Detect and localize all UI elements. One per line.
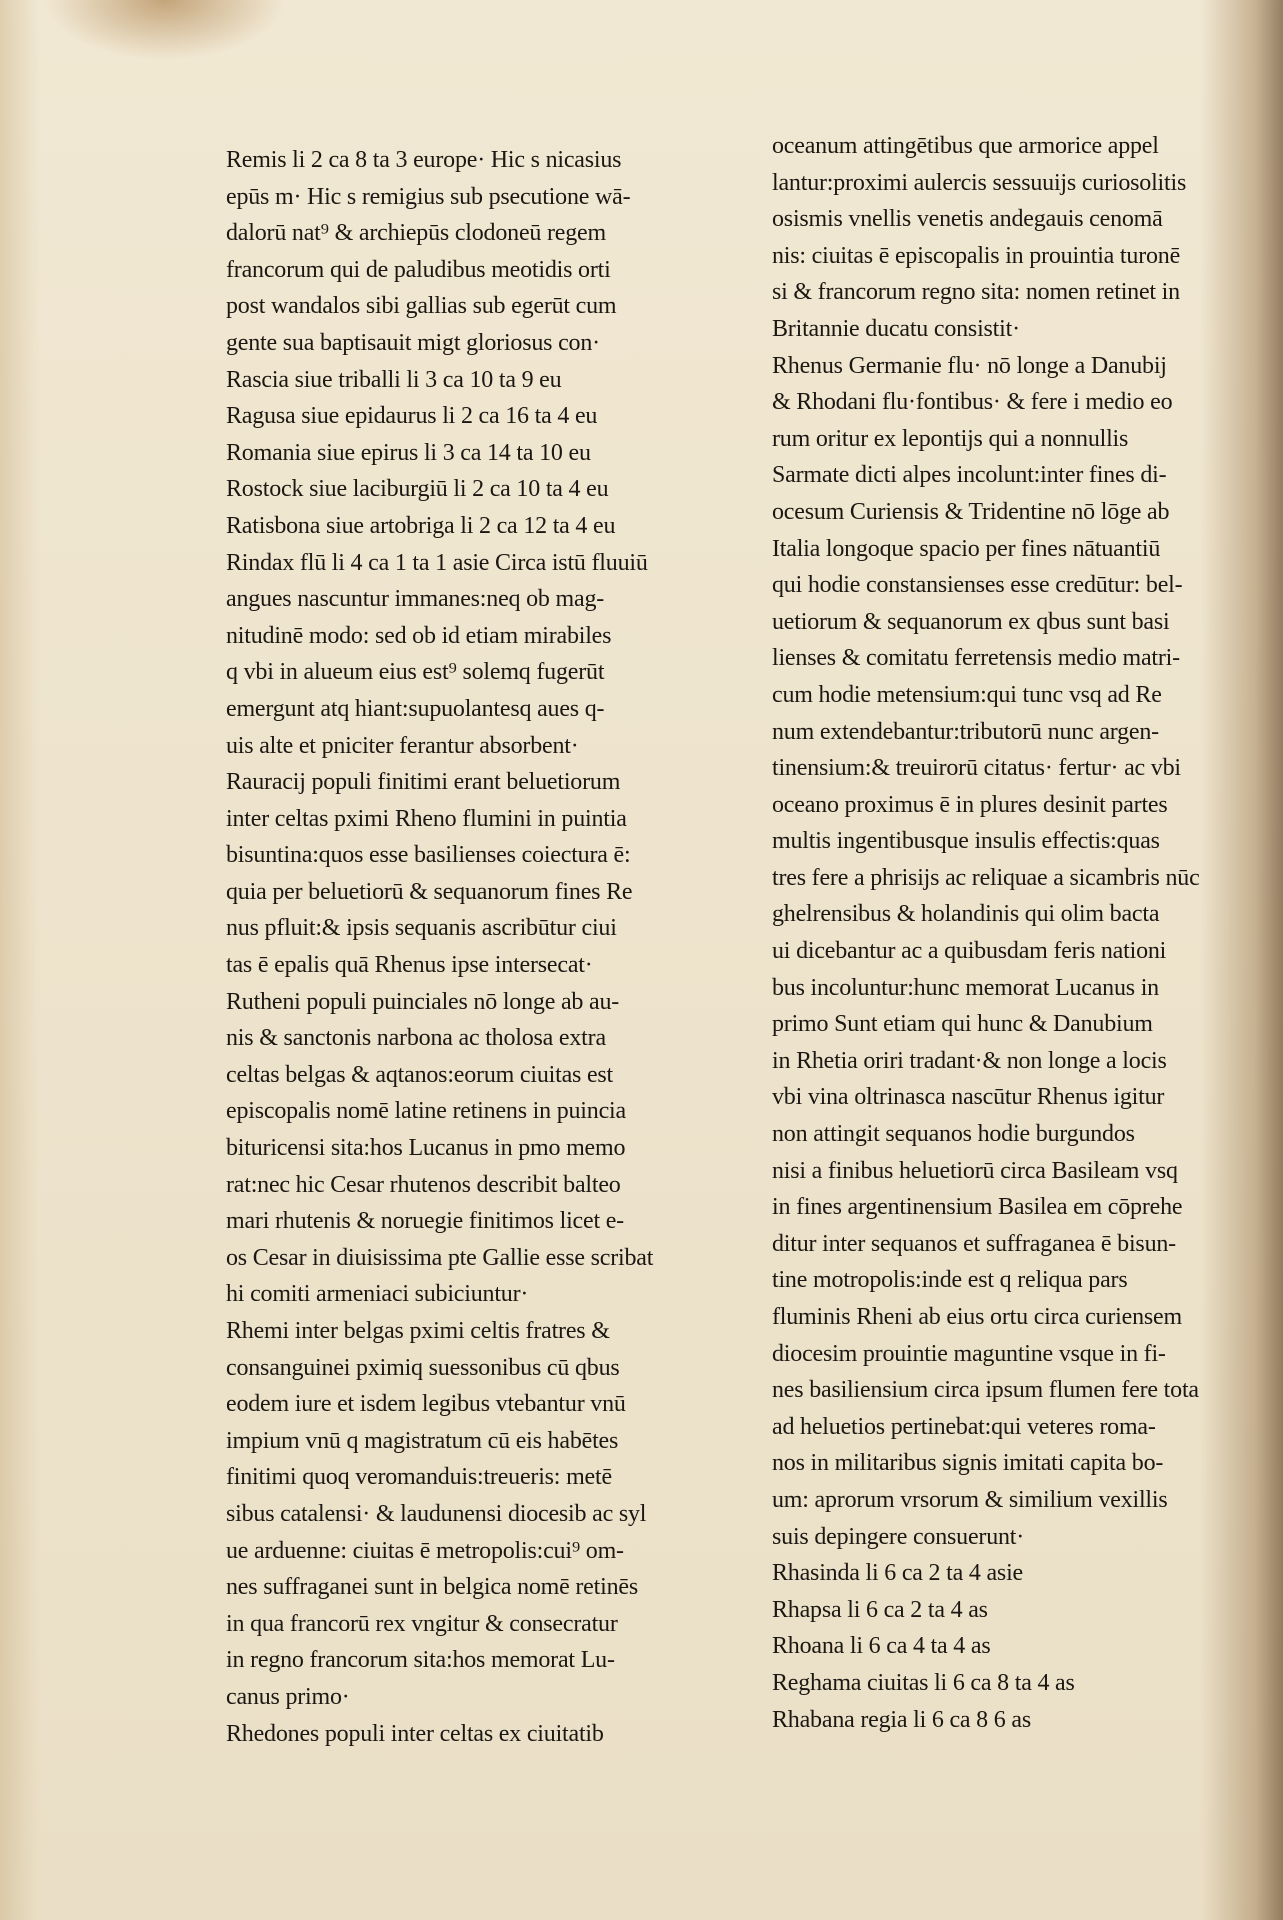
text-line: nis: ciuitas ē episcopalis in prouintia turonē xyxy=(772,242,1181,269)
text-line: Rhabana regia li 6 ca 8 6 as xyxy=(772,1706,1031,1733)
text-line: primo Sunt etiam qui hunc & Danubium xyxy=(772,1011,1153,1038)
text-line: um: aprorum vrsorum & similium vexillis xyxy=(772,1486,1168,1513)
text-line: episcopalis nomē latine retinens in puincia xyxy=(226,1098,626,1125)
text-line: inter celtas pximi Rheno flumini in puintia xyxy=(226,805,627,832)
text-line: si & francorum regno sita: nomen retinet in xyxy=(772,279,1180,306)
text-line: ue arduenne: ciuitas ē metropolis:cui⁹ om- xyxy=(226,1537,624,1564)
text-line: Rindax flū li 4 ca 1 ta 1 asie Circa istū fluuiū xyxy=(226,549,648,576)
text-line: Rhapsa li 6 ca 2 ta 4 as xyxy=(772,1596,988,1623)
text-line: tres fere a phrisijs ac reliquae a sicambris nūc xyxy=(772,864,1200,891)
text-line: nes suffraganei sunt in belgica nomē retinēs xyxy=(226,1574,638,1601)
text-line: tine motropolis:inde est q reliqua pars xyxy=(772,1267,1128,1294)
text-line: hi comiti armeniaci subiciuntur· xyxy=(226,1281,529,1308)
text-line: ocesum Curiensis & Tridentine nō lōge ab xyxy=(772,498,1170,525)
text-line: nitudinē modo: sed ob id etiam mirabiles xyxy=(226,622,612,649)
text-line: Remis li 2 ca 8 ta 3 europe· Hic s nicasius xyxy=(226,147,622,173)
text-line: ditur inter sequanos et suffraganea ē bisun- xyxy=(772,1230,1176,1257)
text-line: Britannie ducatu consistit· xyxy=(772,315,1020,342)
text-line: francorum qui de paludibus meotidis orti xyxy=(226,256,611,283)
text-line: Italia longoque spacio per fines nātuantiū xyxy=(772,535,1161,562)
text-line: bisuntina:quos esse basilienses coiectura ē: xyxy=(226,842,631,869)
text-line: oceano proximus ē in plures desinit partes xyxy=(772,791,1168,818)
text-line: tas ē epalis quā Rhenus ipse intersecat· xyxy=(226,952,593,979)
text-line: suis depingere consuerunt· xyxy=(772,1523,1025,1550)
text-line: Rhenus Germanie flu· nō longe a Danubij xyxy=(772,352,1167,379)
text-line: num extendebantur:tributorū nunc argen- xyxy=(772,718,1159,745)
text-line: in qua francorū rex vngitur & consecratur xyxy=(226,1610,618,1637)
text-line: nes basiliensium circa ipsum flumen fere tota xyxy=(772,1377,1199,1404)
text-line: Reghama ciuitas li 6 ca 8 ta 4 as xyxy=(772,1669,1075,1696)
left-text-column xyxy=(226,142,716,1752)
text-line: Sarmate dicti alpes incolunt:inter fines di- xyxy=(772,462,1167,489)
text-line: multis ingentibusque insulis effectis:quas xyxy=(772,828,1160,855)
text-line: Rhedones populi inter celtas ex ciuitatib xyxy=(226,1720,604,1747)
text-line: epūs m· Hic s remigius sub psecutione wā- xyxy=(226,183,631,210)
text-line: lantur:proximi aulercis sessuuijs curiosolitis xyxy=(772,169,1187,196)
text-line: mari rhutenis & noruegie finitimos licet e- xyxy=(226,1208,624,1235)
text-line: oceanum attingētibus que armorice appel xyxy=(772,133,1159,159)
text-line: nisi a finibus heluetiorū circa Basileam vsq xyxy=(772,1157,1178,1184)
text-line: fluminis Rheni ab eius ortu circa curiensem xyxy=(772,1304,1182,1330)
text-line: in Rhetia oriri tradant·& non longe a locis xyxy=(772,1047,1167,1074)
text-line: consanguinei pximiq suessonibus cū qbus xyxy=(226,1354,620,1381)
text-line: gente sua baptisauit migt gloriosus con· xyxy=(226,329,600,356)
text-line: Ratisbona siue artobriga li 2 ca 12 ta 4 eu xyxy=(226,512,616,539)
text-line: Rascia siue triballi li 3 ca 10 ta 9 eu xyxy=(226,366,562,393)
text-line: dalorū nat⁹ & archiepūs clodoneū regem xyxy=(226,220,606,247)
text-line: cum hodie metensium:qui tunc vsq ad Re xyxy=(772,681,1162,708)
text-line: uetiorum & sequanorum ex qbus sunt basi xyxy=(772,608,1170,635)
text-line: quia per beluetiorū & sequanorum fines Re xyxy=(226,878,633,905)
text-line: bus incoluntur:hunc memorat Lucanus in xyxy=(772,974,1159,1001)
text-line: ghelrensibus & holandinis qui olim bacta xyxy=(772,901,1160,928)
text-line: celtas belgas & aqtanos:eorum ciuitas est xyxy=(226,1061,614,1088)
text-line: qui hodie constansienses esse credūtur: bel- xyxy=(772,572,1183,599)
text-line: Rostock siue laciburgiū li 2 ca 10 ta 4 eu xyxy=(226,476,609,503)
text-line: Romania siue epirus li 3 ca 14 ta 10 eu xyxy=(226,439,591,466)
text-line: Rauracij populi finitimi erant beluetiorum xyxy=(226,769,621,796)
text-line: ui dicebantur ac a quibusdam feris nationi xyxy=(772,938,1167,965)
text-line: Rhemi inter belgas pximi celtis fratres & xyxy=(226,1318,610,1344)
text-line: non attingit sequanos hodie burgundos xyxy=(772,1121,1135,1148)
text-line: rat:nec hic Cesar rhutenos describit balteo xyxy=(226,1171,621,1198)
text-line: ad heluetios pertinebat:qui veteres roma- xyxy=(772,1413,1156,1440)
text-line: diocesim prouintie maguntine vsque in fi- xyxy=(772,1340,1166,1367)
text-line: sibus catalensi· & laudunensi diocesib ac syl xyxy=(226,1500,647,1527)
text-line: osismis vnellis venetis andegauis cenomā xyxy=(772,206,1163,233)
text-line: & Rhodani flu·fontibus· & fere i medio eo xyxy=(772,389,1173,416)
text-line: eodem iure et isdem legibus vtebantur vnū xyxy=(226,1391,626,1418)
text-line: finitimi quoq veromanduis:treueris: metē xyxy=(226,1464,612,1491)
text-line: canus primo· xyxy=(226,1683,350,1710)
text-line: post wandalos sibi gallias sub egerūt cum xyxy=(226,293,617,320)
text-line: impium vnū q magistratum cū eis habētes xyxy=(226,1427,619,1454)
text-line: emergunt atq hiant:supuolantesq aues q- xyxy=(226,695,605,722)
text-line: bituricensi sita:hos Lucanus in pmo memo xyxy=(226,1135,626,1162)
text-line: uis alte et pniciter ferantur absorbent· xyxy=(226,732,579,759)
text-line: os Cesar in diuisissima pte Gallie esse scribat xyxy=(226,1244,654,1271)
text-line: tinensium:& treuirorū citatus· fertur· ac vbi xyxy=(772,755,1181,782)
text-line: lienses & comitatu ferretensis medio matri- xyxy=(772,645,1180,672)
text-line: vbi vina oltrinasca nascūtur Rhenus igitur xyxy=(772,1084,1165,1111)
text-line: nos in militaribus signis imitati capita bo- xyxy=(772,1450,1164,1477)
text-line: Rutheni populi puinciales nō longe ab au- xyxy=(226,988,620,1015)
text-line: in fines argentinensium Basilea em cōprehe xyxy=(772,1194,1183,1221)
text-line: q vbi in alueum eius est⁹ solemq fugerūt xyxy=(226,659,605,686)
text-line: nis & sanctonis narbona ac tholosa extra xyxy=(226,1025,606,1052)
text-line: Rhoana li 6 ca 4 ta 4 as xyxy=(772,1633,991,1660)
text-line: Ragusa siue epidaurus li 2 ca 16 ta 4 eu xyxy=(226,403,598,430)
text-line: angues nascuntur immanes:neq ob mag- xyxy=(226,586,605,613)
right-text-column xyxy=(772,128,1252,1738)
text-line: in regno francorum sita:hos memorat Lu- xyxy=(226,1647,615,1674)
text-line: nus pfluit:& ipsis sequanis ascribūtur ciui xyxy=(226,915,617,942)
text-line: Rhasinda li 6 ca 2 ta 4 asie xyxy=(772,1560,1023,1587)
text-line: rum oritur ex lepontijs qui a nonnullis xyxy=(772,425,1129,452)
